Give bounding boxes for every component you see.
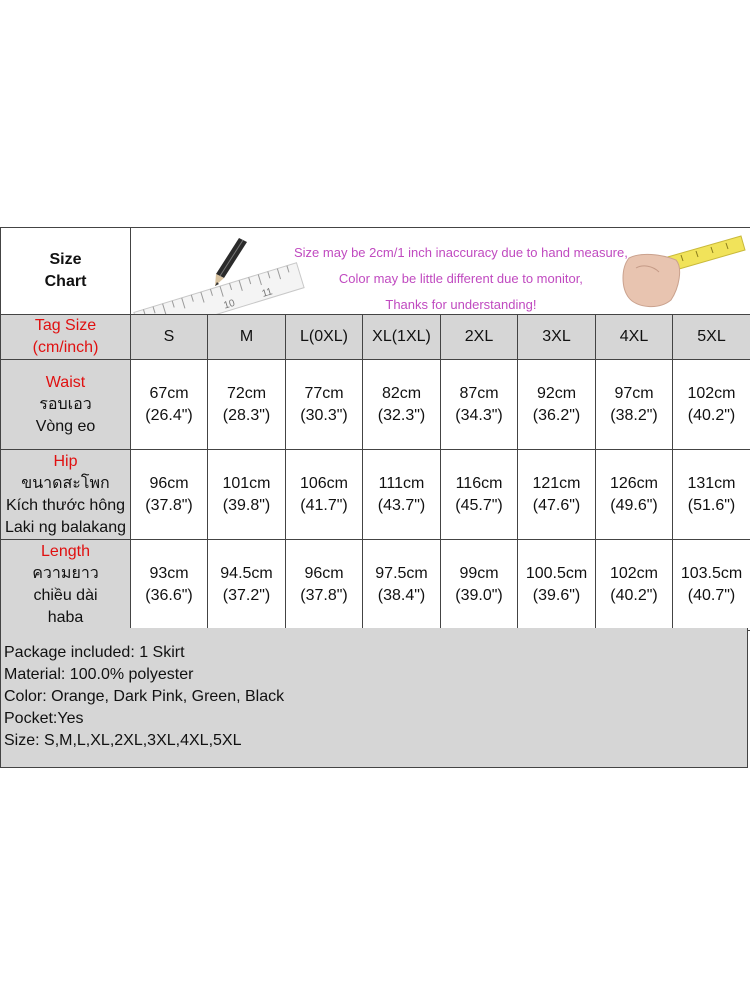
inch-value: (47.6") (532, 496, 581, 514)
inch-value: (39.6") (532, 587, 581, 604)
tag-size-label-line-1: Tag Size (34, 317, 97, 334)
size-header: L(0XL) (286, 315, 363, 360)
inch-value: (36.6") (145, 587, 193, 604)
inch-value: (40.7") (687, 587, 736, 604)
size-header: M (208, 315, 286, 360)
size-header: 3XL (518, 315, 596, 360)
measurement-cell (208, 450, 286, 540)
inch-value: (34.3") (455, 406, 503, 424)
notice-line-3: Thanks for understanding! (385, 297, 537, 312)
notice-line-2: Color may be little different due to monitor, (338, 271, 583, 286)
measurement-cell (208, 540, 286, 631)
cm-value: 116cm (455, 474, 503, 492)
inch-value: (32.3") (377, 406, 426, 424)
note-color: Color: Orange, Dark Pink, Green, Black (4, 688, 285, 705)
cm-value: 67cm (149, 384, 189, 402)
size-chart (0, 227, 750, 769)
measurement-cell (286, 540, 363, 631)
inch-value: (40.2") (610, 587, 658, 604)
inch-value: (30.3") (300, 406, 348, 424)
cm-value: 94.5cm (220, 565, 273, 582)
note-pocket: Pocket:Yes (4, 710, 84, 727)
inch-value: (45.7") (455, 496, 503, 514)
notice-text (294, 240, 628, 315)
waist-label-vi: Vòng eo (35, 417, 96, 435)
measurement-cell (673, 450, 750, 540)
length-label-en: Length (41, 543, 90, 560)
measurement-cell (596, 540, 673, 631)
cm-value: 111cm (378, 474, 425, 492)
hip-label (1, 450, 131, 540)
hip-label-tl: Laki ng balakang (5, 518, 126, 536)
measurement-cell (363, 540, 441, 631)
measurement-cell (131, 450, 208, 540)
length-label-th: ความยาว (32, 565, 99, 582)
pencil-icon (215, 238, 247, 286)
measurement-cell (518, 450, 596, 540)
inch-value: (37.8") (300, 587, 348, 604)
note-package: Package included: 1 Skirt (4, 644, 185, 661)
note-material: Material: 100.0% polyester (4, 666, 194, 683)
cm-value: 102cm (687, 384, 736, 402)
waist-row (1, 360, 750, 450)
measurement-cell (131, 540, 208, 631)
cm-value: 96cm (304, 565, 344, 582)
notice-banner (131, 228, 750, 315)
title-line-1: Size (49, 251, 82, 268)
inch-value: (38.4") (377, 587, 426, 604)
cm-value: 82cm (381, 384, 422, 402)
length-label-vi: chiều dài (33, 587, 98, 604)
waist-label (1, 360, 131, 450)
hand-icon (623, 254, 680, 306)
inch-value: (51.6") (687, 496, 736, 514)
cm-value: 131cm (687, 474, 736, 492)
measurement-cell (673, 540, 750, 631)
measurement-cell (286, 360, 363, 450)
cm-value: 87cm (459, 384, 499, 402)
length-label-tl: haba (47, 609, 84, 626)
measurement-cell (518, 540, 596, 631)
cm-value: 121cm (532, 474, 581, 492)
product-notes (0, 628, 748, 768)
cm-value: 97.5cm (375, 565, 428, 582)
inch-value: (38.2") (610, 406, 658, 424)
length-label (1, 540, 131, 631)
inch-value: (28.3") (222, 406, 271, 424)
measurement-cell (208, 360, 286, 450)
measurement-cell (363, 450, 441, 540)
note-sizes: Size: S,M,L,XL,2XL,3XL,4XL,5XL (4, 732, 242, 749)
title-line-2: Chart (44, 273, 87, 290)
size-header: S (131, 315, 208, 360)
inch-value: (37.2") (222, 587, 271, 604)
cm-value: 77cm (304, 384, 344, 402)
cm-value: 72cm (226, 384, 267, 402)
size-header: 4XL (596, 315, 673, 360)
ruler-number-10: 10 (222, 297, 237, 312)
ruler-number-11: 11 (260, 286, 274, 300)
cm-value: 103.5cm (680, 565, 743, 582)
cm-value: 92cm (536, 384, 577, 402)
size-table (0, 227, 750, 631)
inch-value: (39.0") (455, 587, 503, 604)
inch-value: (36.2") (532, 406, 581, 424)
hip-label-en: Hip (53, 452, 78, 470)
size-header: XL(1XL) (363, 315, 441, 360)
waist-label-th: รอบเอว (39, 395, 92, 413)
cm-value: 101cm (222, 474, 271, 492)
cm-value: 99cm (459, 565, 499, 582)
cm-value: 93cm (149, 565, 189, 582)
measurement-cell (131, 360, 208, 450)
measurement-cell (596, 360, 673, 450)
measurement-cell (286, 450, 363, 540)
measurement-cell (441, 360, 518, 450)
notice-line-1: Size may be 2cm/1 inch inaccuracy due to hand measure, (294, 245, 628, 260)
waist-label-en: Waist (45, 373, 86, 391)
cm-value: 106cm (299, 474, 349, 492)
cm-value: 102cm (609, 565, 659, 582)
measurement-cell (673, 360, 750, 450)
measurement-cell (363, 360, 441, 450)
inch-value: (37.8") (145, 496, 193, 514)
measurement-cell (441, 450, 518, 540)
measurement-cell (518, 360, 596, 450)
inch-value: (49.6") (610, 496, 658, 514)
tag-size-row (1, 315, 750, 360)
cm-value: 126cm (609, 474, 659, 492)
measurement-cell (441, 540, 518, 631)
size-header: 2XL (441, 315, 518, 360)
measurement-cell (596, 450, 673, 540)
cm-value: 97cm (614, 384, 654, 402)
inch-value: (41.7") (300, 496, 348, 514)
inch-value: (26.4") (145, 406, 193, 424)
hip-label-th: ขนาดสะโพก (21, 474, 110, 492)
hip-row (1, 450, 750, 540)
inch-value: (39.8") (222, 496, 271, 514)
inch-value: (40.2") (687, 406, 736, 424)
hip-label-vi: Kích thước hông (5, 496, 126, 514)
length-row (1, 540, 750, 631)
tag-size-label (1, 315, 131, 360)
tag-size-label-line-2: (cm/inch) (32, 339, 99, 356)
cm-value: 96cm (149, 474, 189, 492)
size-chart-title (1, 228, 131, 315)
inch-value: (43.7") (377, 496, 426, 514)
size-header: 5XL (673, 315, 750, 360)
cm-value: 100.5cm (525, 565, 588, 582)
